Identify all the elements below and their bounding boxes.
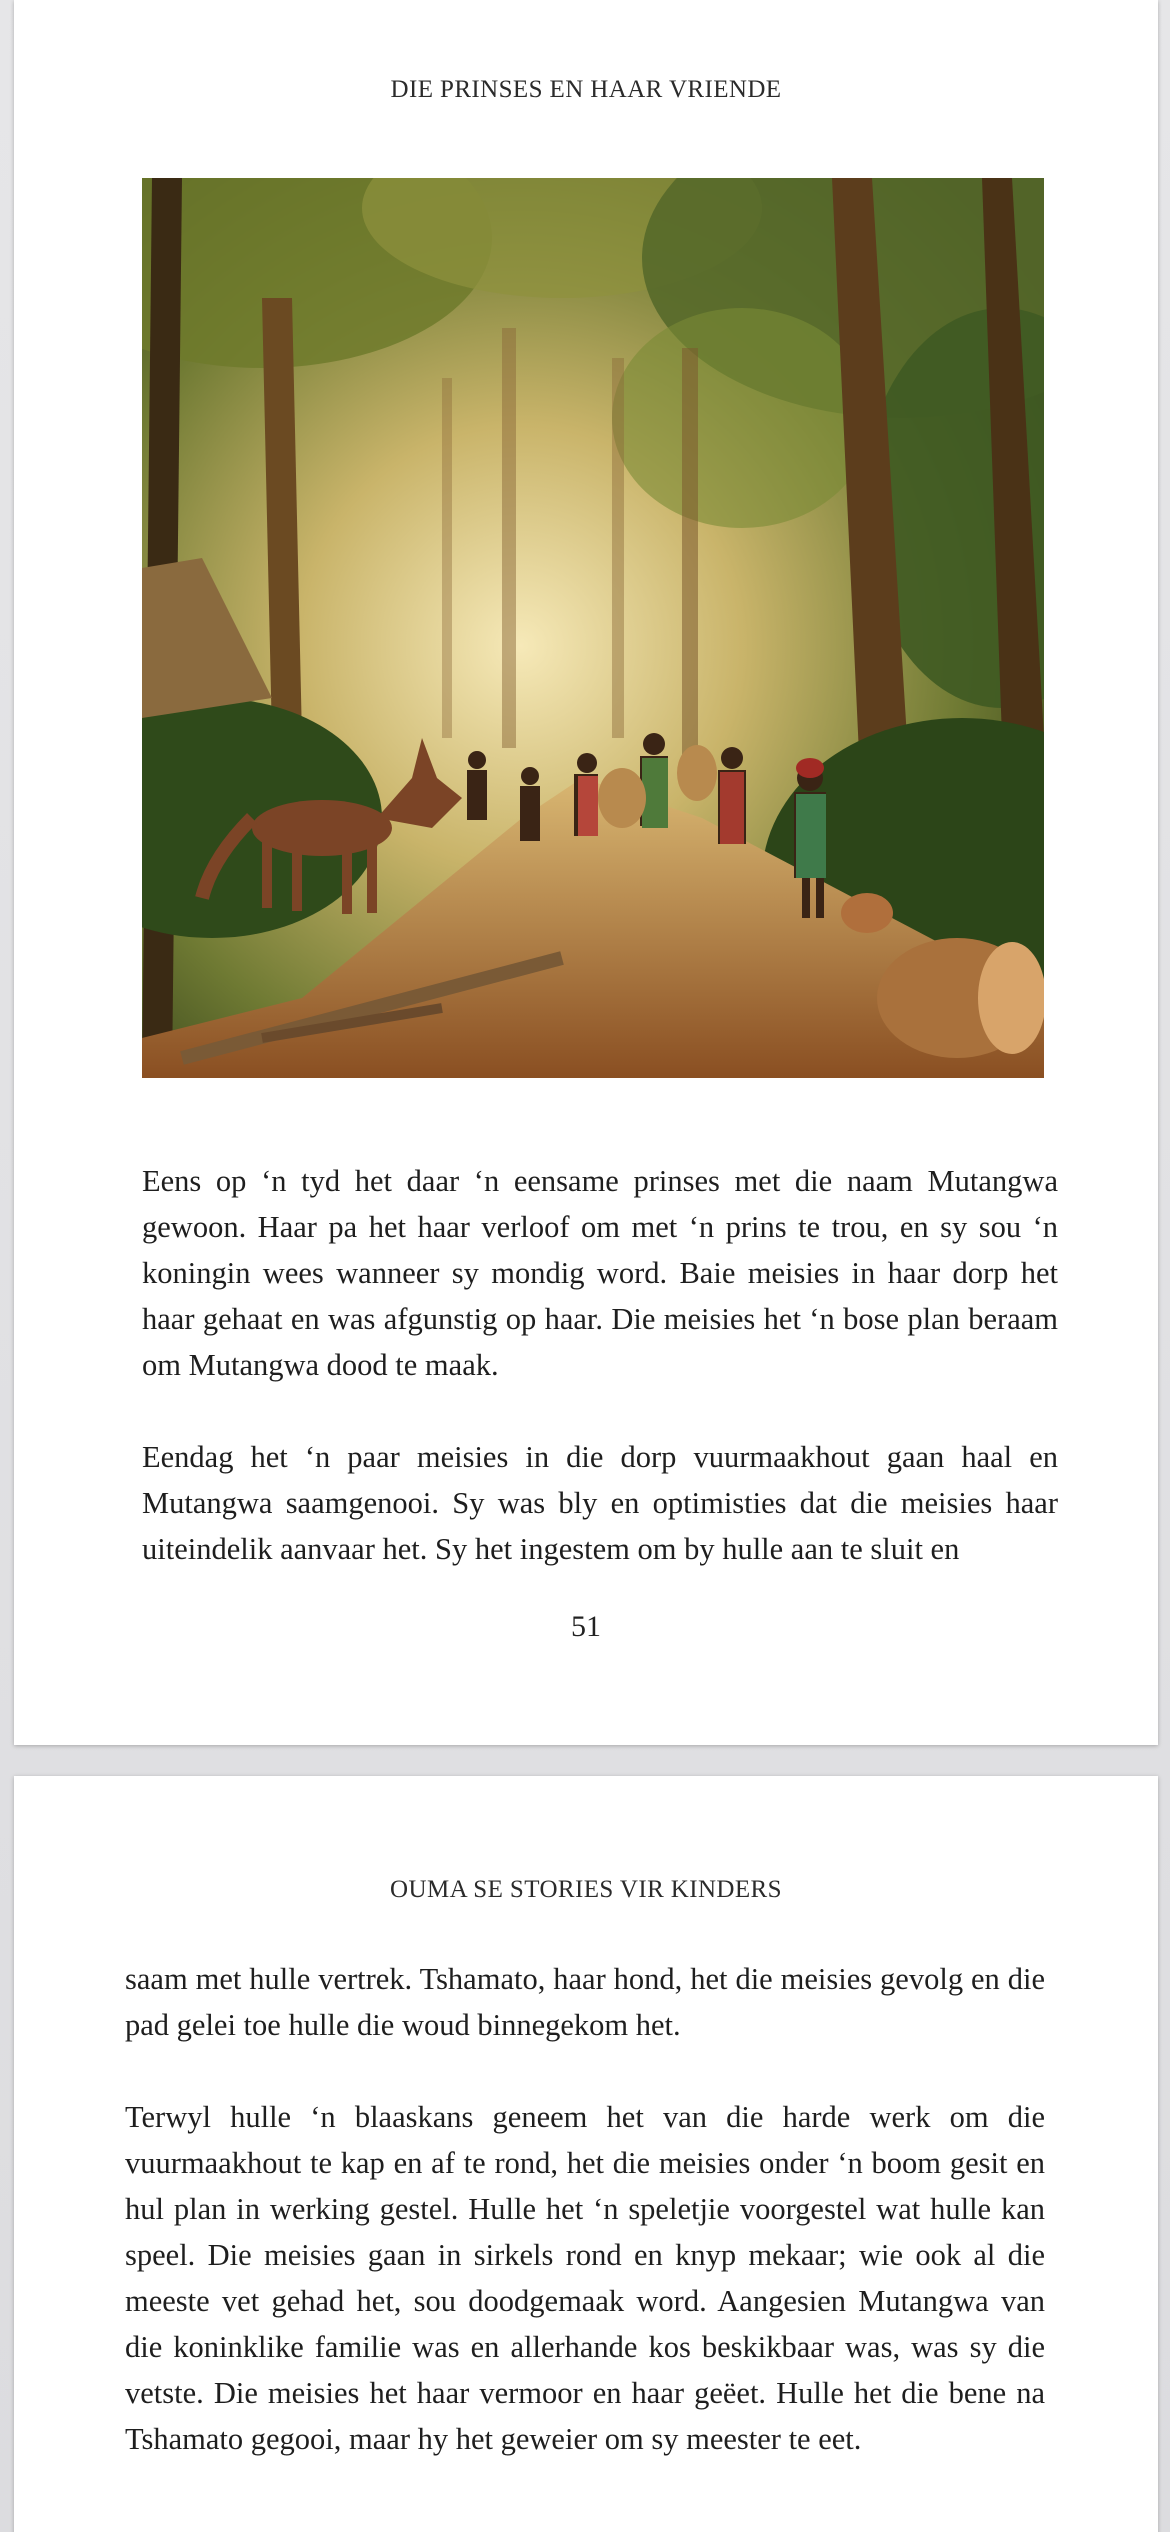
running-head: DIE PRINSES EN HAAR VRIENDE <box>390 76 782 103</box>
page-51-text <box>142 1158 1058 1618</box>
forest-illustration <box>142 178 1044 1078</box>
paragraph: Eendag het ‘n paar meisies in die dorp vuurmaakhout gaan haal en Mutangwa saamgenooi. Sy was bly en optimisties dat die meisies haar uiteindelik aanvaar het. Sy het ingestem om by hulle aan te sluit en <box>142 1440 1058 1566</box>
book-page-51 <box>14 0 1158 1745</box>
book-page-52 <box>14 1776 1158 2532</box>
running-head: OUMA SE STORIES VIR KINDERS <box>390 1876 782 1903</box>
page-number: 51 <box>571 1610 601 1643</box>
paragraph: Terwyl hulle ‘n blaaskans geneem het van die harde werk om die vuurmaakhout te kap en af te rond, het die meisies onder ‘n boom gesit en hul plan in werking gestel. Hulle het ‘n speletjie voorgestel wat hulle kan speel. Die meisies gaan in sirkels rond en knyp mekaar; wie ook al die meeste vet gehad het, sou doodgemaak word. Aangesien Mutangwa van die koninklike familie was en allerhande kos beskikbaar was, was sy die vetste. Die meisies het haar vermoor en haar geëet. Hulle het die bene na Tshamato gegooi, maar hy het geweier om sy meester te eet. <box>125 2100 1045 2456</box>
page-52-text <box>125 1956 1045 2508</box>
paragraph: saam met hulle vertrek. Tshamato, haar hond, het die meisies gevolg en die pad gelei toe hulle die woud binnegekom het. <box>125 1962 1045 2042</box>
paragraph: Eens op ‘n tyd het daar ‘n eensame prinses met die naam Mutangwa gewoon. Haar pa het haar verloof om met ‘n prins te trou, en sy sou ‘n koningin wees wanneer sy mondig word. Baie meisies in haar dorp het haar gehaat en was afgunstig op haar. Die meisies het ‘n bose plan beraam om Mutangwa dood te maak. <box>142 1164 1058 1382</box>
